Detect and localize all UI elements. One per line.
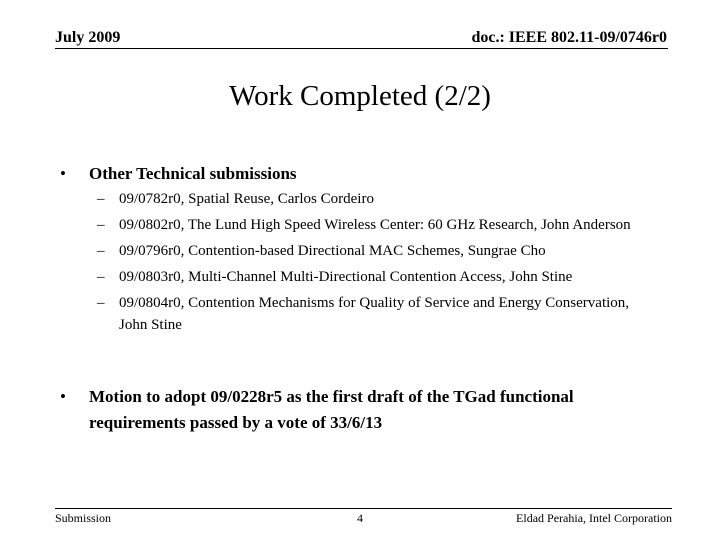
header-rule (55, 48, 668, 49)
dash-marker: – (97, 295, 105, 311)
list-item (97, 266, 657, 288)
header-doc-id: doc.: IEEE 802.11-09/0746r0 (471, 29, 667, 46)
footer-author: Eldad Perahia, Intel Corporation (516, 511, 672, 525)
list-item-text: 09/0782r0, Spatial Reuse, Carlos Cordeiro (119, 191, 374, 207)
slide-title: Work Completed (2/2) (229, 80, 491, 112)
list-item (97, 214, 657, 236)
bullet-marker: • (60, 387, 66, 406)
footer-rule (55, 508, 672, 509)
footer-submission: Submission (55, 511, 112, 525)
list-item (97, 240, 657, 262)
page-number: 4 (357, 511, 363, 525)
list-item (97, 292, 657, 336)
bullet-text: Other Technical submissions (89, 164, 297, 183)
bullet-text: Motion to adopt 09/0228r5 as the first draft of the TGad functional requirements passed by a vote of 33/6/13 (89, 387, 574, 432)
dash-marker: – (97, 269, 105, 285)
dash-marker: – (97, 191, 105, 207)
header-date: July 2009 (55, 29, 121, 46)
list-item-text: 09/0796r0, Contention-based Directional MAC Schemes, Sungrae Cho (119, 243, 546, 259)
dash-marker: – (97, 243, 105, 259)
list-item-text: 09/0803r0, Multi-Channel Multi-Directional Contention Access, John Stine (119, 269, 573, 285)
bullet-marker: • (60, 164, 66, 183)
list-item-text: 09/0804r0, Contention Mechanisms for Quality of Service and Energy Conservation, John Stine (119, 295, 630, 333)
list-item-text: 09/0802r0, The Lund High Speed Wireless Center: 60 GHz Research, John Anderson (119, 217, 631, 233)
dash-marker: – (97, 217, 105, 233)
list-item (97, 188, 657, 210)
sub-bullet-list (97, 188, 657, 340)
